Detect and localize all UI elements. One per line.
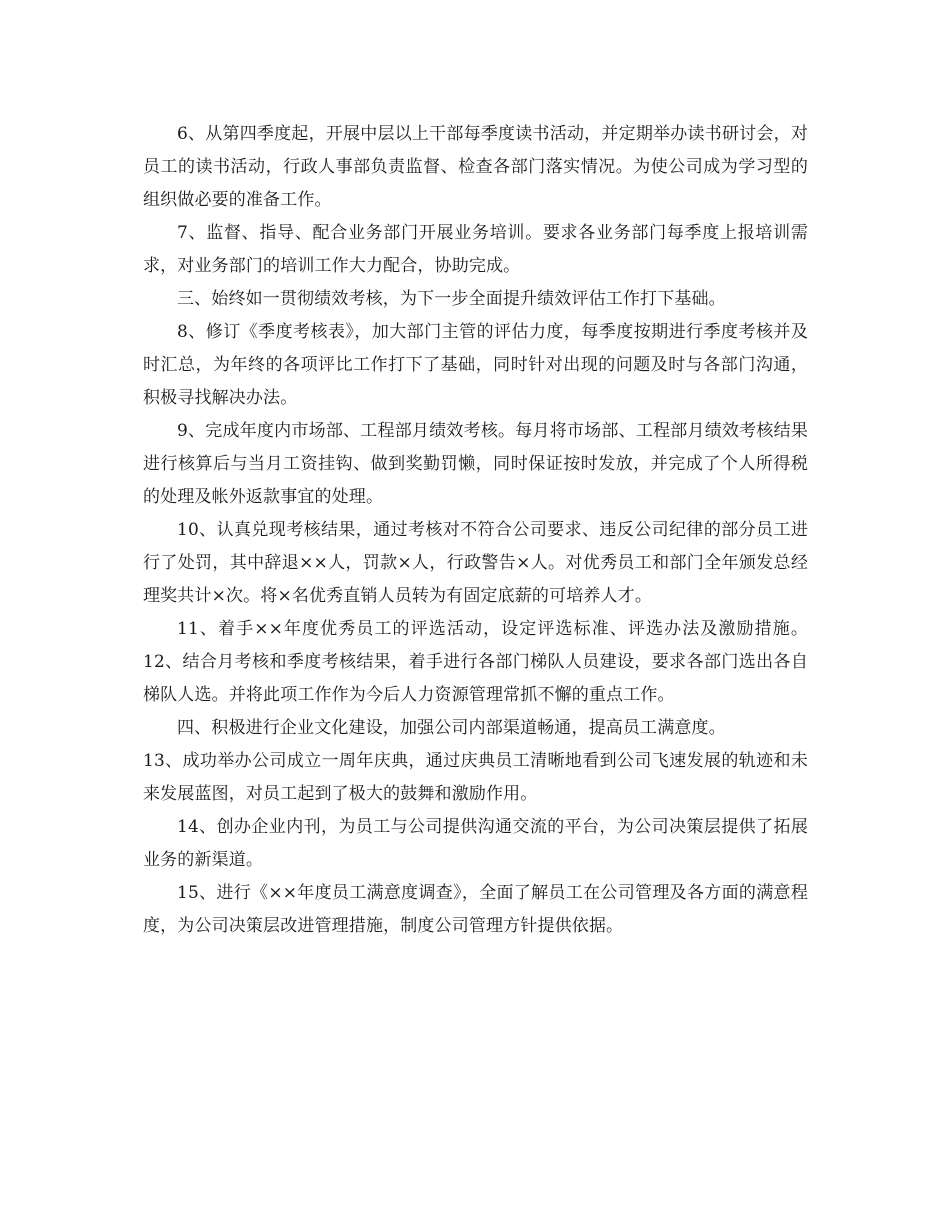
paragraph-item-13: 13、成功举办公司成立一周年庆典，通过庆典员工清晰地看到公司飞速发展的轨迹和未来发展蓝图，对员工起到了极大的鼓舞和激励作用。	[143, 751, 808, 804]
section-heading-3: 三、始终如一贯彻绩效考核，为下一步全面提升绩效评估工作打下基础。	[177, 289, 726, 309]
paragraph-item-10: 10、认真兑现考核结果，通过考核对不符合公司要求、违反公司纪律的部分员工进行了处罚，其中辞退××人，罚款×人，行政警告×人。对优秀员工和部门全年颁发总经理奖共计×次。将×名优秀直销人员转为有固定底薪的可培养人才。	[143, 520, 808, 606]
paragraph-item-6: 6、从第四季度起，开展中层以上干部每季度读书活动，并定期举办读书研讨会，对员工的读书活动，行政人事部负责监督、检查各部门落实情况。为使公司成为学习型的组织做必要的准备工作。	[143, 124, 808, 210]
section-heading-4: 四、积极进行企业文化建设，加强公司内部渠道畅通，提高员工满意度。	[177, 718, 726, 738]
paragraph-item-14: 14、创办企业内刊，为员工与公司提供沟通交流的平台，为公司决策层提供了拓展业务的新渠道。	[143, 817, 808, 870]
document-body	[143, 118, 808, 943]
paragraph-item-15: 15、进行《××年度员工满意度调查》，全面了解员工在公司管理及各方面的满意程度，为公司决策层改进管理措施，制度公司管理方针提供依据。	[143, 883, 808, 936]
paragraph-item-7: 7、监督、指导、配合业务部门开展业务培训。要求各业务部门每季度上报培训需求，对业务部门的培训工作大力配合，协助完成。	[143, 223, 808, 276]
paragraph-item-9: 9、完成年度内市场部、工程部月绩效考核。每月将市场部、工程部月绩效考核结果进行核算后与当月工资挂钩、做到奖勤罚懒，同时保证按时发放，并完成了个人所得税的处理及帐外返款事宜的处理。	[143, 421, 808, 507]
paragraph-item-11-12: 11、着手××年度优秀员工的评选活动，设定评选标准、评选办法及激励措施。12、结合月考核和季度考核结果，着手进行各部门梯队人员建设，要求各部门选出各自梯队人选。并将此项工作作为今后人力资源管理常抓不懈的重点工作。	[143, 619, 808, 705]
paragraph-item-8: 8、修订《季度考核表》，加大部门主管的评估力度，每季度按期进行季度考核并及时汇总，为年终的各项评比工作打下了基础，同时针对出现的问题及时与各部门沟通，积极寻找解决办法。	[143, 322, 808, 408]
